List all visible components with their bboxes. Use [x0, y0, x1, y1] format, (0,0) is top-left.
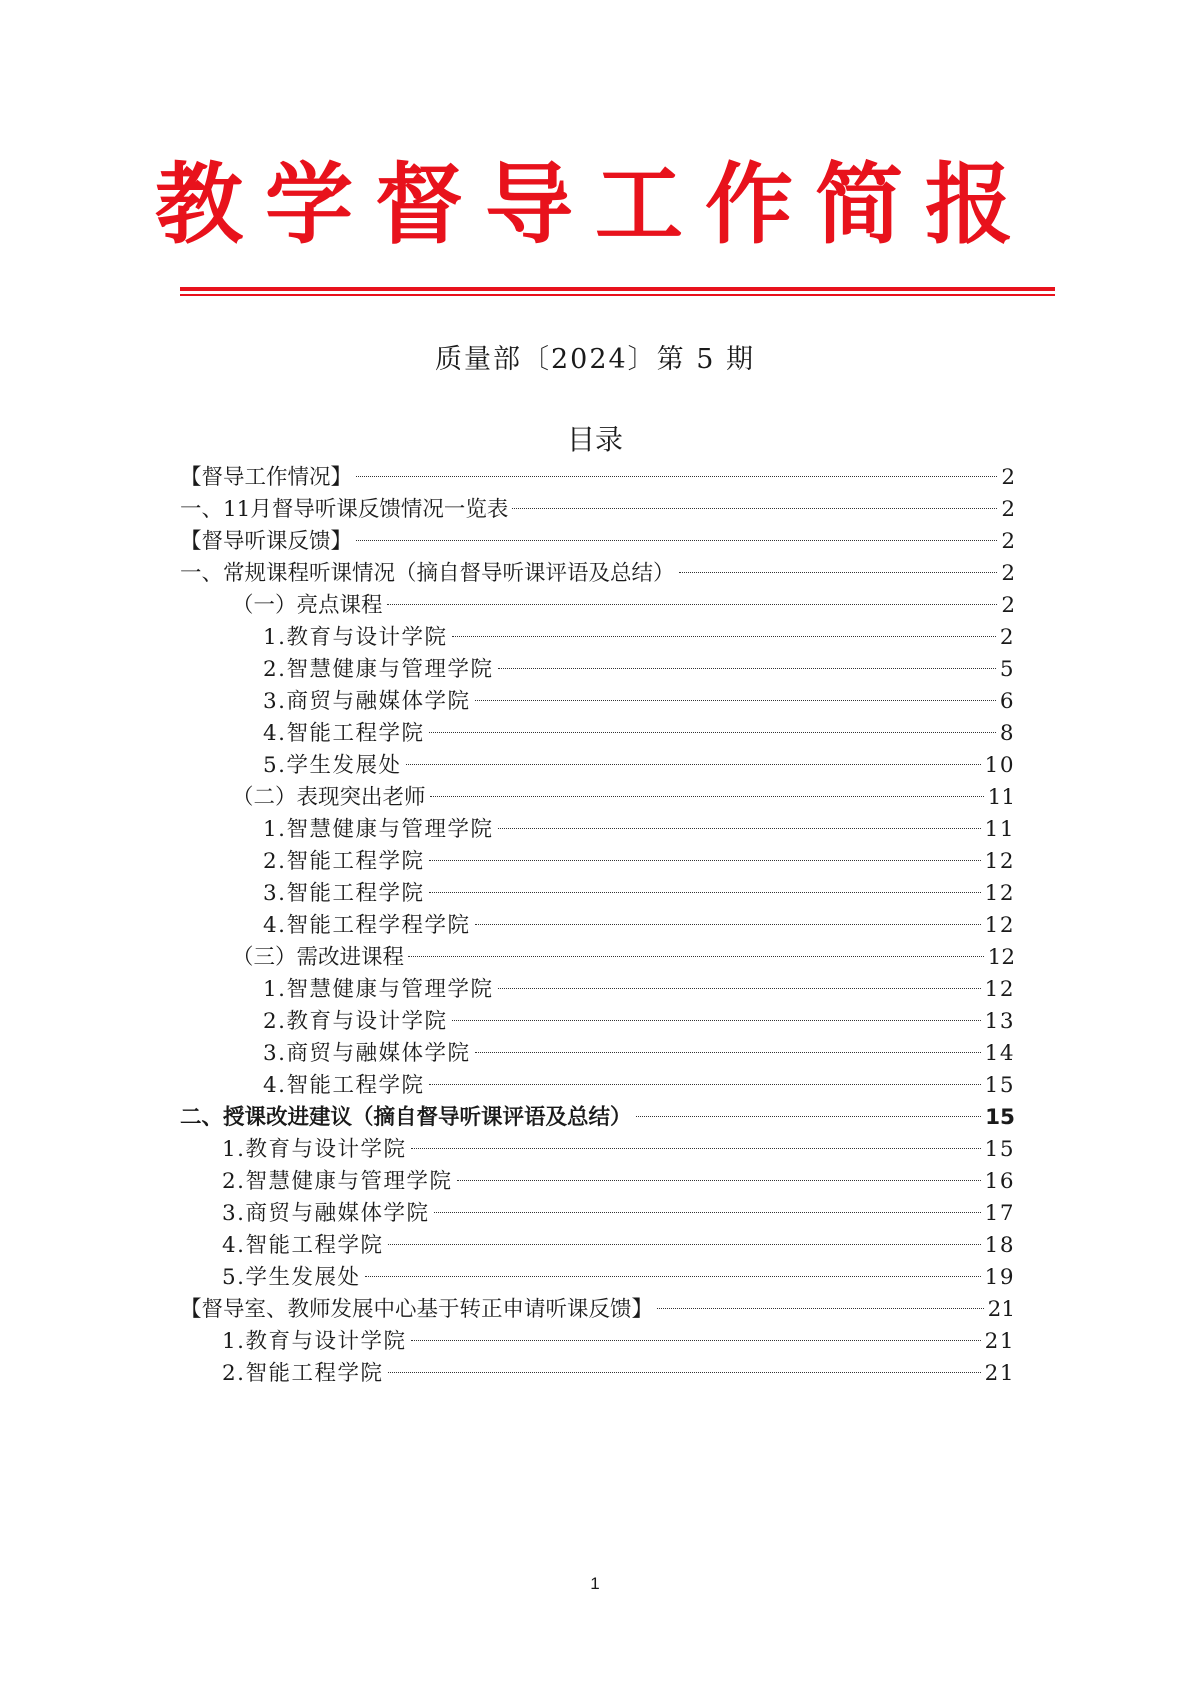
toc-leader-dots — [657, 1308, 984, 1309]
toc-entry[interactable] — [180, 942, 1015, 974]
toc-entry-label: 【督导听课反馈】 — [180, 529, 353, 554]
toc-entry-label: 3.智能工程学院 — [263, 881, 425, 906]
toc-entry-page: 15 — [984, 1073, 1015, 1098]
toc-entry[interactable] — [180, 654, 1015, 686]
toc-entry-label: 2.教育与设计学院 — [263, 1009, 448, 1034]
toc-entry[interactable] — [180, 1038, 1015, 1070]
toc-entry[interactable] — [180, 1134, 1015, 1166]
toc-entry[interactable] — [180, 1198, 1015, 1230]
toc-leader-dots — [475, 700, 996, 701]
toc-leader-dots — [388, 1244, 981, 1245]
toc-entry-page: 14 — [984, 1041, 1015, 1066]
toc-entry-page: 2 — [1001, 561, 1015, 586]
toc-entry-label: 一、11月督导听课反馈情况一览表 — [180, 497, 509, 522]
toc-entry-page: 2 — [1001, 529, 1015, 554]
toc-leader-dots — [388, 1372, 981, 1373]
toc-entry-page: 15 — [985, 1105, 1015, 1130]
toc-entry[interactable] — [180, 1294, 1015, 1326]
toc-entry-label: 【督导室、教师发展中心基于转正申请听课反馈】 — [180, 1297, 654, 1322]
newsletter-title: 教学督导工作简报 — [154, 153, 1035, 256]
toc-entry-label: 1.智慧健康与管理学院 — [263, 977, 494, 1002]
toc-entry-label: 3.商贸与融媒体学院 — [222, 1201, 430, 1226]
toc-entry-label: 二、授课改进建议（摘自督导听课评语及总结） — [180, 1105, 632, 1130]
toc-entry[interactable] — [180, 462, 1015, 494]
header-rule-thin — [180, 294, 1055, 296]
toc-entry-page: 11 — [984, 817, 1015, 842]
toc-entry-page: 15 — [984, 1137, 1015, 1162]
toc-leader-dots — [411, 1148, 981, 1149]
toc-entry[interactable] — [180, 910, 1015, 942]
toc-entry-label: 4.智能工程学院 — [263, 1073, 425, 1098]
toc-entry-label: （三）需改进课程 — [232, 945, 405, 970]
toc-leader-dots — [365, 1276, 981, 1277]
toc-leader-dots — [679, 572, 997, 573]
toc-entry-page: 13 — [984, 1009, 1015, 1034]
toc-entry-label: 3.商贸与融媒体学院 — [263, 1041, 471, 1066]
header-rule-thick — [180, 287, 1055, 291]
toc-entry-page: 12 — [984, 977, 1015, 1002]
toc-entry-label: 4.智能工程学院 — [222, 1233, 384, 1258]
toc-entry-label: 4.智能工程学程学院 — [263, 913, 471, 938]
toc-entry[interactable] — [180, 1166, 1015, 1198]
toc-leader-dots — [429, 1084, 981, 1085]
toc-entry[interactable] — [180, 1358, 1015, 1390]
toc-entry[interactable] — [180, 782, 1015, 814]
toc-entry-page: 11 — [987, 785, 1015, 810]
toc-entry-label: 1.教育与设计学院 — [263, 625, 448, 650]
toc-entry-label: 1.智慧健康与管理学院 — [263, 817, 494, 842]
toc-entry-page: 5 — [999, 657, 1015, 682]
toc-entry[interactable] — [180, 718, 1015, 750]
toc-entry[interactable] — [180, 622, 1015, 654]
toc-entry-label: 1.教育与设计学院 — [222, 1329, 407, 1354]
toc-entry-page: 10 — [984, 753, 1015, 778]
toc-entry-label: 3.商贸与融媒体学院 — [263, 689, 471, 714]
toc-leader-dots — [429, 732, 996, 733]
toc-entry[interactable] — [180, 878, 1015, 910]
toc-entry-label: 2.智能工程学院 — [263, 849, 425, 874]
toc-entry[interactable] — [180, 686, 1015, 718]
toc-entry[interactable] — [180, 814, 1015, 846]
toc-title: 目录 — [566, 423, 623, 456]
toc-entry-page: 12 — [984, 881, 1015, 906]
toc-entry-page: 2 — [1001, 497, 1015, 522]
toc-entry-page: 8 — [999, 721, 1015, 746]
toc-entry[interactable] — [180, 494, 1015, 526]
toc-leader-dots — [429, 860, 981, 861]
toc-leader-dots — [387, 604, 997, 605]
toc-leader-dots — [356, 476, 997, 477]
toc-entry-label: （二）表现突出老师 — [232, 785, 426, 810]
toc-entry-page: 21 — [984, 1329, 1015, 1354]
toc-entry-label: （一）亮点课程 — [232, 593, 383, 618]
toc-entry-page: 2 — [1001, 465, 1015, 490]
toc-leader-dots — [408, 956, 984, 957]
toc-entry[interactable] — [180, 974, 1015, 1006]
toc-entry-page: 16 — [984, 1169, 1015, 1194]
toc-leader-dots — [406, 764, 981, 765]
toc-leader-dots — [475, 924, 981, 925]
toc-entry[interactable] — [180, 750, 1015, 782]
table-of-contents — [180, 462, 1015, 1390]
toc-entry-label: 2.智慧健康与管理学院 — [263, 657, 494, 682]
toc-leader-dots — [475, 1052, 981, 1053]
toc-entry-page: 2 — [1001, 593, 1015, 618]
toc-leader-dots — [498, 668, 996, 669]
toc-entry-label: 一、常规课程听课情况（摘自督导听课评语及总结） — [180, 561, 675, 586]
toc-entry-page: 19 — [984, 1265, 1015, 1290]
toc-entry[interactable] — [180, 1230, 1015, 1262]
toc-entry-label: 5.学生发展处 — [222, 1265, 361, 1290]
toc-entry[interactable] — [180, 1070, 1015, 1102]
toc-leader-dots — [498, 828, 981, 829]
toc-entry[interactable] — [180, 846, 1015, 878]
toc-entry-label: 2.智能工程学院 — [222, 1361, 384, 1386]
toc-entry-page: 6 — [999, 689, 1015, 714]
toc-entry[interactable] — [180, 1006, 1015, 1038]
toc-entry-label: 2.智慧健康与管理学院 — [222, 1169, 453, 1194]
toc-entry-label: 4.智能工程学院 — [263, 721, 425, 746]
toc-leader-dots — [434, 1212, 981, 1213]
toc-leader-dots — [411, 1340, 981, 1341]
toc-leader-dots — [452, 636, 996, 637]
toc-entry-page: 12 — [987, 945, 1015, 970]
toc-entry[interactable] — [180, 1262, 1015, 1294]
toc-leader-dots — [498, 988, 981, 989]
toc-entry[interactable] — [180, 558, 1015, 590]
page-number: 1 — [590, 1574, 600, 1593]
toc-leader-dots — [430, 796, 984, 797]
toc-entry-page: 17 — [984, 1201, 1015, 1226]
toc-entry-page: 2 — [999, 625, 1015, 650]
toc-entry[interactable] — [180, 1326, 1015, 1358]
issue-number: 质量部〔2024〕第 5 期 — [434, 344, 756, 375]
toc-entry[interactable] — [180, 590, 1015, 622]
toc-leader-dots — [636, 1116, 982, 1117]
toc-entry-page: 18 — [984, 1233, 1015, 1258]
toc-leader-dots — [429, 892, 981, 893]
toc-entry-page: 21 — [987, 1297, 1015, 1322]
toc-entry-page: 21 — [984, 1361, 1015, 1386]
toc-entry-page: 12 — [984, 913, 1015, 938]
toc-leader-dots — [457, 1180, 981, 1181]
toc-entry[interactable] — [180, 1102, 1015, 1134]
toc-entry-label: 【督导工作情况】 — [180, 465, 353, 490]
toc-leader-dots — [452, 1020, 981, 1021]
toc-entry[interactable] — [180, 526, 1015, 558]
toc-leader-dots — [512, 508, 997, 509]
toc-entry-label: 1.教育与设计学院 — [222, 1137, 407, 1162]
toc-entry-label: 5.学生发展处 — [263, 753, 402, 778]
toc-leader-dots — [356, 540, 997, 541]
toc-entry-page: 12 — [984, 849, 1015, 874]
